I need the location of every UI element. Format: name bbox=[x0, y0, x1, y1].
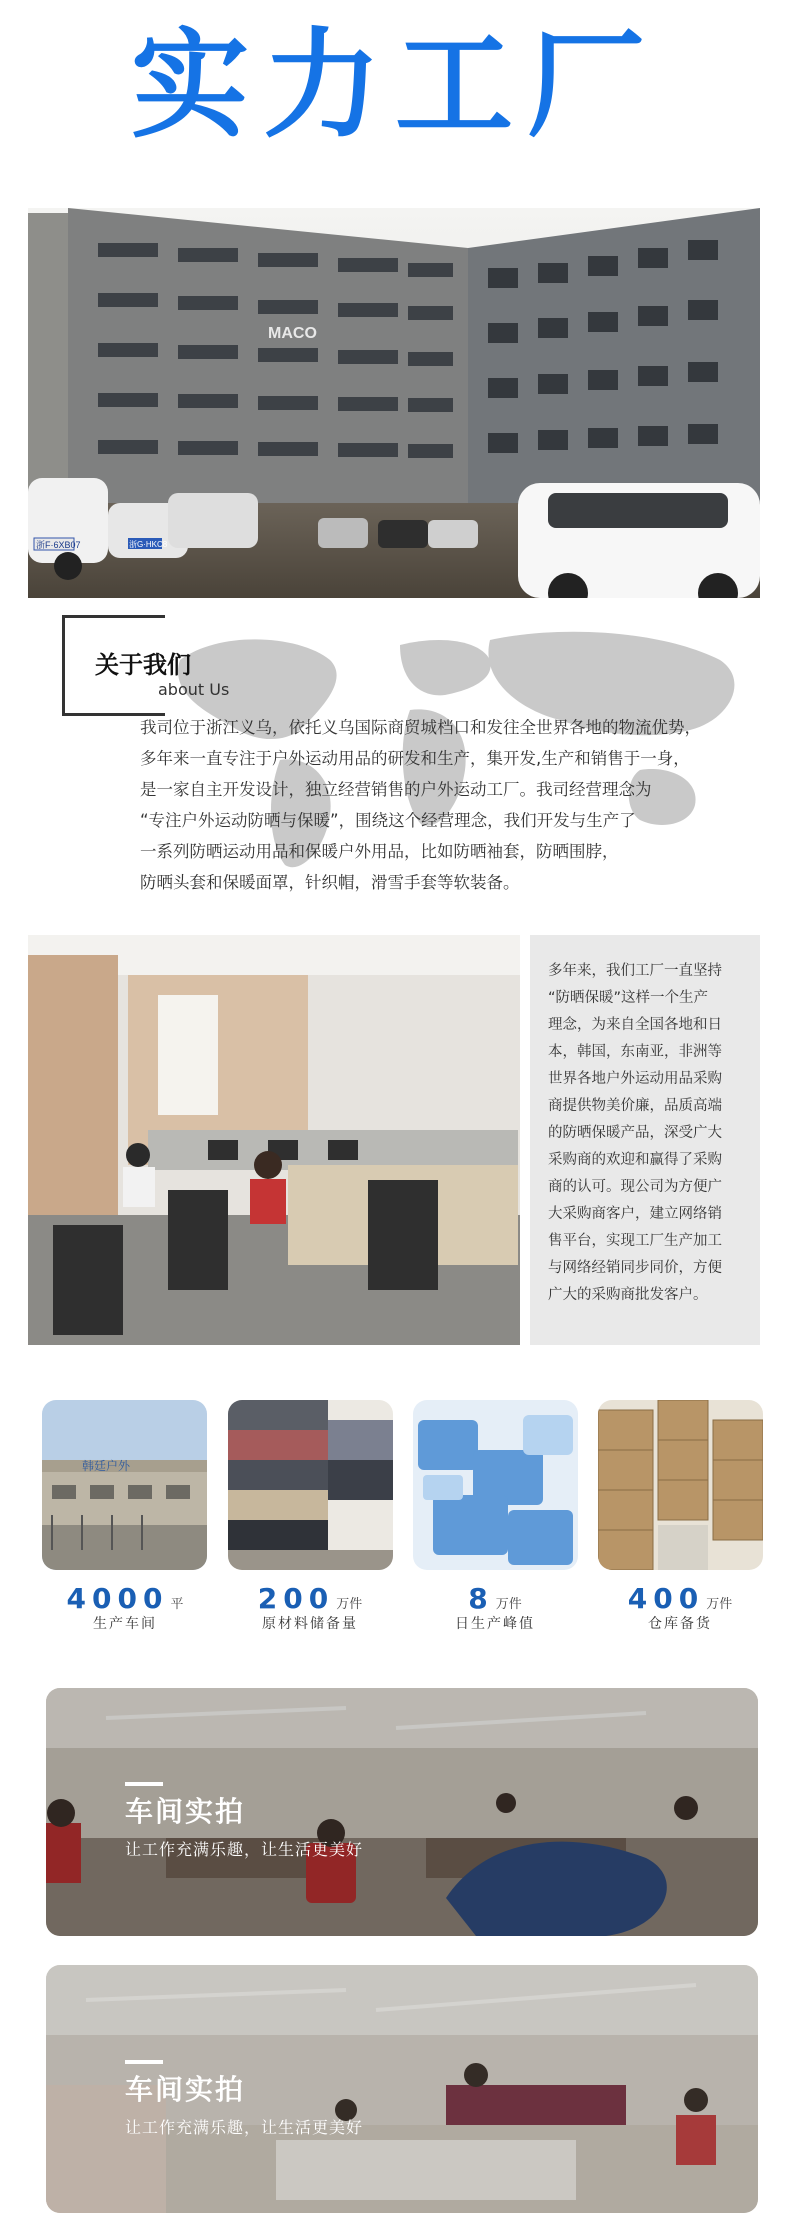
about-line: 一系列防晒运动用品和保暖户外用品，比如防晒袖套，防晒围脖， bbox=[140, 842, 619, 861]
about-line: “专注户外运动防晒与保暖”，围绕这个经营理念，我们开发与生产了 bbox=[140, 811, 636, 830]
building-sign: 韩廷户外 bbox=[82, 1459, 131, 1473]
about-line: 防晒头套和保暖面罩，针织帽，滑雪手套等软装备。 bbox=[140, 873, 520, 892]
note-line: 售平台，实现工厂生产加工 bbox=[548, 1233, 722, 1249]
about-heading: 关于我们 bbox=[95, 651, 191, 679]
note-line: 广大的采购商批发客户。 bbox=[548, 1287, 708, 1303]
about-line: 是一家自主开发设计，独立经营销售的户外运动工厂。我司经营理念为 bbox=[140, 780, 652, 799]
stat-material bbox=[220, 1582, 400, 1633]
page-title: 实力工厂 bbox=[130, 16, 659, 154]
material-storage-photo bbox=[228, 1400, 393, 1570]
about-line: 我司位于浙江义乌，依托义乌国际商贸城档口和发往全世界各地的物流优势， bbox=[140, 718, 701, 737]
about-subheading: about Us bbox=[158, 680, 230, 699]
banner-subtitle: 让工作充满乐趣，让生活更美好 bbox=[125, 1840, 364, 1859]
banner-title: 车间实拍 bbox=[125, 2073, 246, 2106]
note-line: 采购商的欢迎和赢得了采购 bbox=[548, 1152, 722, 1168]
note-line: 世界各地户外运动用品采购 bbox=[548, 1071, 722, 1087]
office-note-text bbox=[548, 958, 748, 1309]
plate-2: 浙G·HKC8 bbox=[129, 540, 168, 549]
note-line: 理念，为来自全国各地和日 bbox=[548, 1017, 722, 1033]
banner-accent-bar bbox=[125, 1782, 163, 1786]
note-line: 多年来，我们工厂一直坚持 bbox=[548, 963, 722, 979]
stat-unit: 万件 bbox=[495, 1597, 522, 1612]
stat-number: 8 bbox=[468, 1582, 494, 1615]
daily-production-photo bbox=[413, 1400, 578, 1570]
note-line: “防晒保暖”这样一个生产 bbox=[548, 990, 709, 1006]
note-line: 大采购商客户，建立网络销 bbox=[548, 1206, 722, 1222]
note-line: 与网络经销同步同价，方便 bbox=[548, 1260, 722, 1276]
stat-warehouse bbox=[590, 1582, 770, 1633]
stat-label: 仓库备货 bbox=[648, 1616, 712, 1632]
stat-unit: 万件 bbox=[706, 1597, 733, 1612]
factory-building-photo bbox=[28, 208, 760, 598]
stat-workshop bbox=[35, 1582, 215, 1633]
stat-number: 400 bbox=[627, 1582, 705, 1615]
about-line: 多年来一直专注于户外运动用品的研发和生产，集开发,生产和销售于一身， bbox=[140, 749, 690, 768]
stat-daily-output bbox=[405, 1582, 585, 1633]
workshop-exterior-photo bbox=[42, 1400, 207, 1570]
stat-label: 日生产峰值 bbox=[455, 1616, 535, 1632]
note-line: 商的认可。现公司为方便广 bbox=[548, 1179, 722, 1195]
factory-sign: MACO bbox=[268, 325, 317, 342]
note-line: 商提供物美价廉，品质高端 bbox=[548, 1098, 722, 1114]
note-line: 的防晒保暖产品，深受广大 bbox=[548, 1125, 722, 1141]
about-description bbox=[140, 712, 770, 898]
stat-label: 原材料储备量 bbox=[262, 1616, 358, 1632]
stat-unit: 万件 bbox=[336, 1597, 363, 1612]
stat-unit: 平 bbox=[170, 1597, 184, 1612]
warehouse-photo bbox=[598, 1400, 763, 1570]
banner-title: 车间实拍 bbox=[125, 1795, 246, 1828]
note-line: 本，韩国，东南亚，非洲等 bbox=[548, 1044, 722, 1060]
stat-number: 4000 bbox=[66, 1582, 169, 1615]
banner-subtitle: 让工作充满乐趣，让生活更美好 bbox=[125, 2118, 364, 2137]
office-photo bbox=[28, 935, 520, 1345]
banner-accent-bar bbox=[125, 2060, 163, 2064]
plate-1: 浙F·6XB07 bbox=[36, 540, 81, 550]
stat-number: 200 bbox=[257, 1582, 335, 1615]
stat-label: 生产车间 bbox=[93, 1616, 157, 1632]
